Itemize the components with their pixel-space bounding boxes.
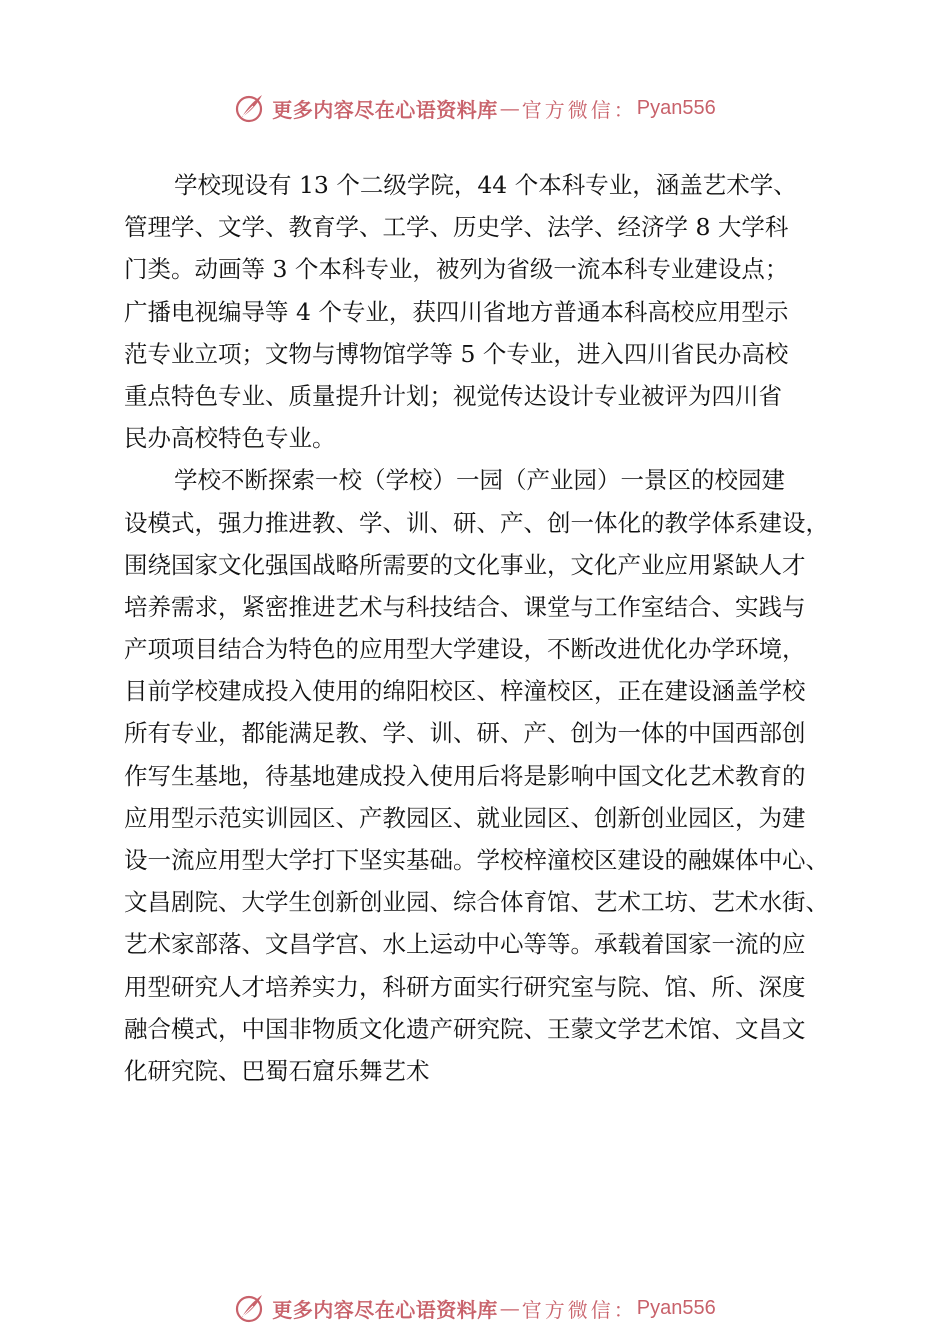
watermark-sub-text: 官方微信： [521, 1297, 637, 1322]
text-line: 培养需求，紧密推进艺术与科技结合、课堂与工作室结合、实践与 [124, 592, 806, 621]
document-body [124, 164, 854, 1092]
text-line: 重点特色专业、质量提升计划；视觉传达设计专业被评为四川省 [124, 381, 782, 410]
watermark-sub-text: 官方微信： [521, 97, 637, 122]
text-line: 应用型示范实训园区、产教园区、就业园区、创新创业园区，为建 [124, 803, 806, 832]
paragraph-majors [124, 164, 854, 459]
text-line: 融合模式，中国非物质文化遗产研究院、王蒙文学艺术馆、文昌文 [124, 1014, 806, 1043]
watermark-brand-text: 更多内容尽在心语资料库 [272, 97, 498, 122]
text-line: 范专业立项；文物与博物馆学等 5 个专业，进入四川省民办高校 [124, 339, 789, 368]
watermark-wechat-id: Pyan556 [636, 96, 716, 119]
text-line: 学校现设有 13 个二级学院，44 个本科专业，涵盖艺术学、 [174, 171, 797, 199]
text-line: 目前学校建成投入使用的绵阳校区、梓潼校区，正在建设涵盖学校 [124, 677, 806, 706]
watermark-brand-text: 更多内容尽在心语资料库 [272, 1297, 498, 1322]
text-line: 设一流应用型大学打下坚实基础。学校梓潼校区建设的融媒体中心、 [124, 846, 829, 874]
text-line: 学校不断探索一校（学校）一园（产业园）一景区的校园建 [174, 466, 785, 495]
text-line: 管理学、文学、教育学、工学、历史学、法学、经济学 8 大学科 [124, 213, 789, 242]
text-line: 门类。动画等 3 个本科专业，被列为省级一流本科专业建设点； [124, 255, 789, 284]
footer-watermark [0, 1288, 950, 1328]
text-line: 文昌剧院、大学生创新创业园、综合体育馆、艺术工坊、艺术水街、 [124, 888, 829, 917]
text-line: 化研究院、巴蜀石窟乐舞艺术 [124, 1056, 430, 1085]
text-line: 作写生基地，待基地建成投入使用后将是影响中国文化艺术教育的 [124, 761, 806, 790]
text-line: 设模式，强力推进教、学、训、研、产、创一体化的教学体系建设， [124, 508, 829, 537]
text-line: 广播电视编导等 4 个专业，获四川省地方普通本科高校应用型示 [124, 297, 789, 326]
text-line: 用型研究人才培养实力，科研方面实行研究室与院、馆、所、深度 [124, 972, 806, 1001]
watermark-dash: — [499, 96, 520, 120]
watermark-wechat-id: Pyan556 [636, 1296, 716, 1319]
header-watermark [0, 88, 950, 128]
quill-pen-logo-icon [234, 1292, 266, 1324]
text-line: 艺术家部落、文昌学宫、水上运动中心等等。承载着国家一流的应 [124, 930, 806, 959]
text-line: 产项项目结合为特色的应用型大学建设，不断改进优化办学环境， [124, 635, 806, 664]
text-line: 围绕国家文化强国战略所需要的文化事业，文化产业应用紧缺人才 [124, 550, 806, 579]
paragraph-campus [124, 459, 854, 1092]
watermark-dash: — [499, 1296, 520, 1320]
quill-pen-logo-icon [234, 92, 266, 124]
text-line: 所有专业，都能满足教、学、训、研、产、创为一体的中国西部创 [124, 719, 806, 748]
text-line: 民办高校特色专业。 [124, 424, 336, 453]
